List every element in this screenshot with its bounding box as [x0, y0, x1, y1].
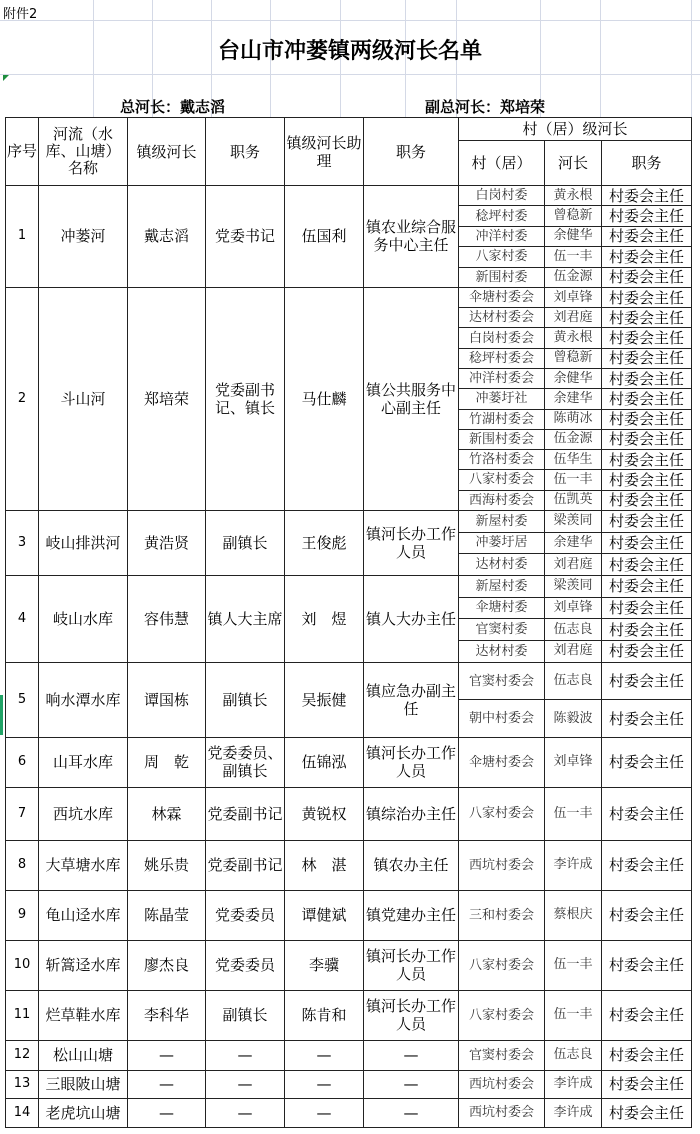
village-chief-cell: 刘君庭 — [545, 554, 602, 576]
village-chief-cell: 李许成 — [545, 1098, 602, 1127]
village-title-cell: 村委会主任 — [602, 247, 692, 267]
village-chief-cell: 余建华 — [545, 532, 602, 554]
table-row — [6, 510, 692, 532]
town-chief-title-cell: 副镇长 — [206, 662, 285, 737]
header-village-group: 村（居）级河长 — [459, 118, 692, 141]
river-chief-table — [5, 117, 692, 1128]
town-chief-cell: — — [128, 1098, 206, 1127]
village-chief-cell: 刘君庭 — [545, 308, 602, 328]
town-chief-cell: 廖杰良 — [128, 940, 206, 990]
village-title-cell: 村委会主任 — [602, 575, 692, 597]
village-title-cell: 村委会主任 — [602, 389, 692, 409]
village-title-cell: 村委会主任 — [602, 226, 692, 246]
village-chief-cell: 伍凯英 — [545, 490, 602, 510]
header-seq: 序号 — [6, 118, 39, 186]
town-chief-cell: 郑培荣 — [128, 287, 206, 510]
village-cell: 西海村委会 — [459, 490, 545, 510]
village-title-cell: 村委会主任 — [602, 308, 692, 328]
assistant-cell: 伍国利 — [285, 186, 364, 288]
river-name-cell: 斗山河 — [39, 287, 128, 510]
assistant-cell: 吴振健 — [285, 662, 364, 737]
village-title-cell: 村委会主任 — [602, 369, 692, 389]
village-cell: 西坑村委会 — [459, 1098, 545, 1127]
village-title-cell: 村委会主任 — [602, 700, 692, 738]
village-chief-cell: 梁羡同 — [545, 510, 602, 532]
town-chief-title-cell: 党委副书记 — [206, 840, 285, 890]
page-title: 台山市冲蒌镇两级河长名单 — [217, 39, 482, 64]
village-cell: 新围村委会 — [459, 429, 545, 449]
assistant-title-cell: 镇应急办副主任 — [364, 662, 459, 737]
seq-cell: 14 — [6, 1098, 39, 1127]
village-chief-cell: 刘卓锋 — [545, 737, 602, 787]
village-cell: 新屋村委 — [459, 510, 545, 532]
assistant-cell: 马仕麟 — [285, 287, 364, 510]
village-title-cell: 村委会主任 — [602, 597, 692, 619]
table-row — [6, 990, 692, 1040]
village-chief-cell: 刘君庭 — [545, 641, 602, 663]
village-cell: 西坑村委会 — [459, 1070, 545, 1098]
village-title-cell: 村委会主任 — [602, 787, 692, 840]
table-row — [6, 1040, 692, 1070]
town-chief-cell: — — [128, 1070, 206, 1098]
table-row — [6, 940, 692, 990]
town-chief-cell: 黄浩贤 — [128, 510, 206, 575]
town-chief-title-cell: — — [206, 1040, 285, 1070]
assistant-cell: 陈肯和 — [285, 990, 364, 1040]
header-assistant-title: 职务 — [364, 118, 459, 186]
chief-river-chief: 总河长：戴志滔 — [120, 98, 226, 116]
village-title-cell: 村委会主任 — [602, 1098, 692, 1127]
village-chief-cell: 黄永根 — [545, 186, 602, 206]
river-name-cell: 冲蒌河 — [39, 186, 128, 288]
village-cell: 八家村委会 — [459, 787, 545, 840]
table-row — [6, 287, 692, 307]
town-chief-title-cell: — — [206, 1098, 285, 1127]
assistant-title-cell: — — [364, 1098, 459, 1127]
village-chief-cell: 蔡根庆 — [545, 890, 602, 940]
assistant-cell: 林 湛 — [285, 840, 364, 890]
header-town-chief: 镇级河长 — [128, 118, 206, 186]
seq-cell: 13 — [6, 1070, 39, 1098]
town-chief-cell: 陈晶莹 — [128, 890, 206, 940]
village-chief-cell: 伍华生 — [545, 450, 602, 470]
village-title-cell: 村委会主任 — [602, 490, 692, 510]
header-town-chief-title: 职务 — [206, 118, 285, 186]
village-cell: 八家村委 — [459, 247, 545, 267]
seq-cell: 10 — [6, 940, 39, 990]
village-chief-cell: 曾稳新 — [545, 348, 602, 368]
assistant-title-cell: 镇人大办主任 — [364, 575, 459, 662]
village-cell: 官窦村委会 — [459, 1040, 545, 1070]
header-village-title: 职务 — [602, 141, 692, 186]
village-chief-cell: 李许成 — [545, 840, 602, 890]
assistant-title-cell: 镇河长办工作人员 — [364, 990, 459, 1040]
town-chief-title-cell: 副镇长 — [206, 990, 285, 1040]
village-cell: 新围村委 — [459, 267, 545, 287]
village-title-cell: 村委会主任 — [602, 450, 692, 470]
assistant-title-cell: 镇农办主任 — [364, 840, 459, 890]
town-chief-cell: 谭国栋 — [128, 662, 206, 737]
town-chief-cell: 戴志滔 — [128, 186, 206, 288]
town-chief-title-cell: 党委副书记 — [206, 787, 285, 840]
assistant-cell: — — [285, 1070, 364, 1098]
row-selection-indicator — [0, 695, 3, 735]
assistant-title-cell: 镇农业综合服务中心主任 — [364, 186, 459, 288]
village-chief-cell: 黄永根 — [545, 328, 602, 348]
river-name-cell: 岐山水库 — [39, 575, 128, 662]
assistant-title-cell: 镇党建办主任 — [364, 890, 459, 940]
seq-cell: 3 — [6, 510, 39, 575]
town-chief-title-cell: 党委委员 — [206, 940, 285, 990]
village-cell: 竹洛村委会 — [459, 450, 545, 470]
town-chief-title-cell: 党委委员、副镇长 — [206, 737, 285, 787]
seq-cell: 11 — [6, 990, 39, 1040]
village-chief-cell: 陈萌冰 — [545, 409, 602, 429]
seq-cell: 12 — [6, 1040, 39, 1070]
village-title-cell: 村委会主任 — [602, 619, 692, 641]
assistant-cell: 李骥 — [285, 940, 364, 990]
village-title-cell: 村委会主任 — [602, 532, 692, 554]
header-village: 村（居） — [459, 141, 545, 186]
village-chief-cell: 伍一丰 — [545, 990, 602, 1040]
table-row — [6, 840, 692, 890]
village-cell: 伞塘村委 — [459, 597, 545, 619]
table-row — [6, 1098, 692, 1127]
village-chief-cell: 伍志良 — [545, 619, 602, 641]
town-chief-title-cell: 党委副书记、镇长 — [206, 287, 285, 510]
village-cell: 朝中村委会 — [459, 700, 545, 738]
table-row — [6, 575, 692, 597]
assistant-cell: 黄锐权 — [285, 787, 364, 840]
village-cell: 西坑村委会 — [459, 840, 545, 890]
table-row — [6, 662, 692, 700]
village-cell: 竹湖村委会 — [459, 409, 545, 429]
village-chief-cell: 余建华 — [545, 389, 602, 409]
seq-cell: 9 — [6, 890, 39, 940]
village-title-cell: 村委会主任 — [602, 409, 692, 429]
village-cell: 伞塘村委会 — [459, 737, 545, 787]
village-cell: 官窦村委 — [459, 619, 545, 641]
town-chief-title-cell: 副镇长 — [206, 510, 285, 575]
seq-cell: 1 — [6, 186, 39, 288]
assistant-title-cell: 镇综治办主任 — [364, 787, 459, 840]
village-chief-cell: 伍志良 — [545, 1040, 602, 1070]
village-cell: 达材村委 — [459, 641, 545, 663]
town-chief-title-cell: — — [206, 1070, 285, 1098]
assistant-cell: 谭健斌 — [285, 890, 364, 940]
attachment-label: 附件2 — [3, 7, 38, 22]
village-chief-cell: 伍一丰 — [545, 787, 602, 840]
header-village-chief: 河长 — [545, 141, 602, 186]
river-name-cell: 斩篙迳水库 — [39, 940, 128, 990]
river-name-cell: 松山山塘 — [39, 1040, 128, 1070]
header-assistant: 镇级河长助理 — [285, 118, 364, 186]
table-row — [6, 1070, 692, 1098]
assistant-cell: 刘 煜 — [285, 575, 364, 662]
village-cell: 稔坪村委会 — [459, 348, 545, 368]
seq-cell: 4 — [6, 575, 39, 662]
town-chief-title-cell: 镇人大主席 — [206, 575, 285, 662]
village-title-cell: 村委会主任 — [602, 1040, 692, 1070]
village-title-cell: 村委会主任 — [602, 662, 692, 700]
village-title-cell: 村委会主任 — [602, 554, 692, 576]
river-name-cell: 岐山排洪河 — [39, 510, 128, 575]
village-cell: 白岗村委会 — [459, 328, 545, 348]
town-chief-title-cell: 党委委员 — [206, 890, 285, 940]
village-title-cell: 村委会主任 — [602, 840, 692, 890]
town-chief-title-cell: 党委书记 — [206, 186, 285, 288]
river-name-cell: 三眼陂山塘 — [39, 1070, 128, 1098]
town-chief-cell: 李科华 — [128, 990, 206, 1040]
village-chief-cell: 陈毅波 — [545, 700, 602, 738]
assistant-title-cell: — — [364, 1040, 459, 1070]
river-name-cell: 西坑水库 — [39, 787, 128, 840]
town-chief-cell: 姚乐贵 — [128, 840, 206, 890]
village-title-cell: 村委会主任 — [602, 1070, 692, 1098]
assistant-title-cell: 镇河长办工作人员 — [364, 737, 459, 787]
village-title-cell: 村委会主任 — [602, 348, 692, 368]
village-chief-cell: 伍志良 — [545, 662, 602, 700]
village-title-cell: 村委会主任 — [602, 470, 692, 490]
village-title-cell: 村委会主任 — [602, 641, 692, 663]
town-chief-cell: 林霖 — [128, 787, 206, 840]
village-cell: 八家村委会 — [459, 990, 545, 1040]
seq-cell: 2 — [6, 287, 39, 510]
village-cell: 冲蒌圩居 — [459, 532, 545, 554]
assistant-cell: 伍锦泓 — [285, 737, 364, 787]
river-name-cell: 山耳水库 — [39, 737, 128, 787]
table-row — [6, 787, 692, 840]
village-title-cell: 村委会主任 — [602, 429, 692, 449]
river-name-cell: 大草塘水库 — [39, 840, 128, 890]
town-chief-cell: — — [128, 1040, 206, 1070]
assistant-title-cell: 镇河长办工作人员 — [364, 940, 459, 990]
assistant-title-cell: 镇河长办工作人员 — [364, 510, 459, 575]
river-name-cell: 烂草鞋水库 — [39, 990, 128, 1040]
village-chief-cell: 余健华 — [545, 369, 602, 389]
seq-cell: 5 — [6, 662, 39, 737]
village-chief-cell: 伍金源 — [545, 267, 602, 287]
assistant-cell: — — [285, 1040, 364, 1070]
assistant-title-cell: 镇公共服务中心副主任 — [364, 287, 459, 510]
town-chief-cell: 容伟慧 — [128, 575, 206, 662]
village-cell: 达材村委 — [459, 554, 545, 576]
village-cell: 冲洋村委 — [459, 226, 545, 246]
village-cell: 冲洋村委会 — [459, 369, 545, 389]
village-chief-cell: 李许成 — [545, 1070, 602, 1098]
village-chief-cell: 梁羡同 — [545, 575, 602, 597]
table-row — [6, 186, 692, 206]
river-name-cell: 龟山迳水库 — [39, 890, 128, 940]
table-row — [6, 890, 692, 940]
assistant-title-cell: — — [364, 1070, 459, 1098]
village-cell: 三和村委会 — [459, 890, 545, 940]
village-chief-cell: 刘卓锋 — [545, 597, 602, 619]
village-title-cell: 村委会主任 — [602, 890, 692, 940]
assistant-cell: 王俊彪 — [285, 510, 364, 575]
village-title-cell: 村委会主任 — [602, 940, 692, 990]
seq-cell: 8 — [6, 840, 39, 890]
village-cell: 伞塘村委会 — [459, 287, 545, 307]
village-cell: 八家村委会 — [459, 940, 545, 990]
village-cell: 稔坪村委 — [459, 206, 545, 226]
village-title-cell: 村委会主任 — [602, 267, 692, 287]
village-cell: 达材村委会 — [459, 308, 545, 328]
village-chief-cell: 伍金源 — [545, 429, 602, 449]
village-cell: 白岗村委 — [459, 186, 545, 206]
village-title-cell: 村委会主任 — [602, 206, 692, 226]
village-cell: 冲蒌圩社 — [459, 389, 545, 409]
village-title-cell: 村委会主任 — [602, 287, 692, 307]
river-name-cell: 老虎坑山塘 — [39, 1098, 128, 1127]
village-title-cell: 村委会主任 — [602, 990, 692, 1040]
village-title-cell: 村委会主任 — [602, 737, 692, 787]
village-cell: 官窦村委会 — [459, 662, 545, 700]
table-row — [6, 737, 692, 787]
village-chief-cell: 伍一丰 — [545, 940, 602, 990]
village-title-cell: 村委会主任 — [602, 328, 692, 348]
village-title-cell: 村委会主任 — [602, 510, 692, 532]
assistant-cell: — — [285, 1098, 364, 1127]
village-chief-cell: 刘卓锋 — [545, 287, 602, 307]
seq-cell: 7 — [6, 787, 39, 840]
river-name-cell: 响水潭水库 — [39, 662, 128, 737]
deputy-chief-river-chief: 副总河长：郑培荣 — [425, 98, 546, 116]
header-river: 河流（水库、山塘）名称 — [39, 118, 128, 186]
village-cell: 八家村委会 — [459, 470, 545, 490]
village-chief-cell: 曾稳新 — [545, 206, 602, 226]
village-chief-cell: 伍一丰 — [545, 470, 602, 490]
village-title-cell: 村委会主任 — [602, 186, 692, 206]
village-chief-cell: 余健华 — [545, 226, 602, 246]
seq-cell: 6 — [6, 737, 39, 787]
town-chief-cell: 周 乾 — [128, 737, 206, 787]
cell-comment-marker — [3, 75, 9, 81]
village-chief-cell: 伍一丰 — [545, 247, 602, 267]
village-cell: 新屋村委 — [459, 575, 545, 597]
